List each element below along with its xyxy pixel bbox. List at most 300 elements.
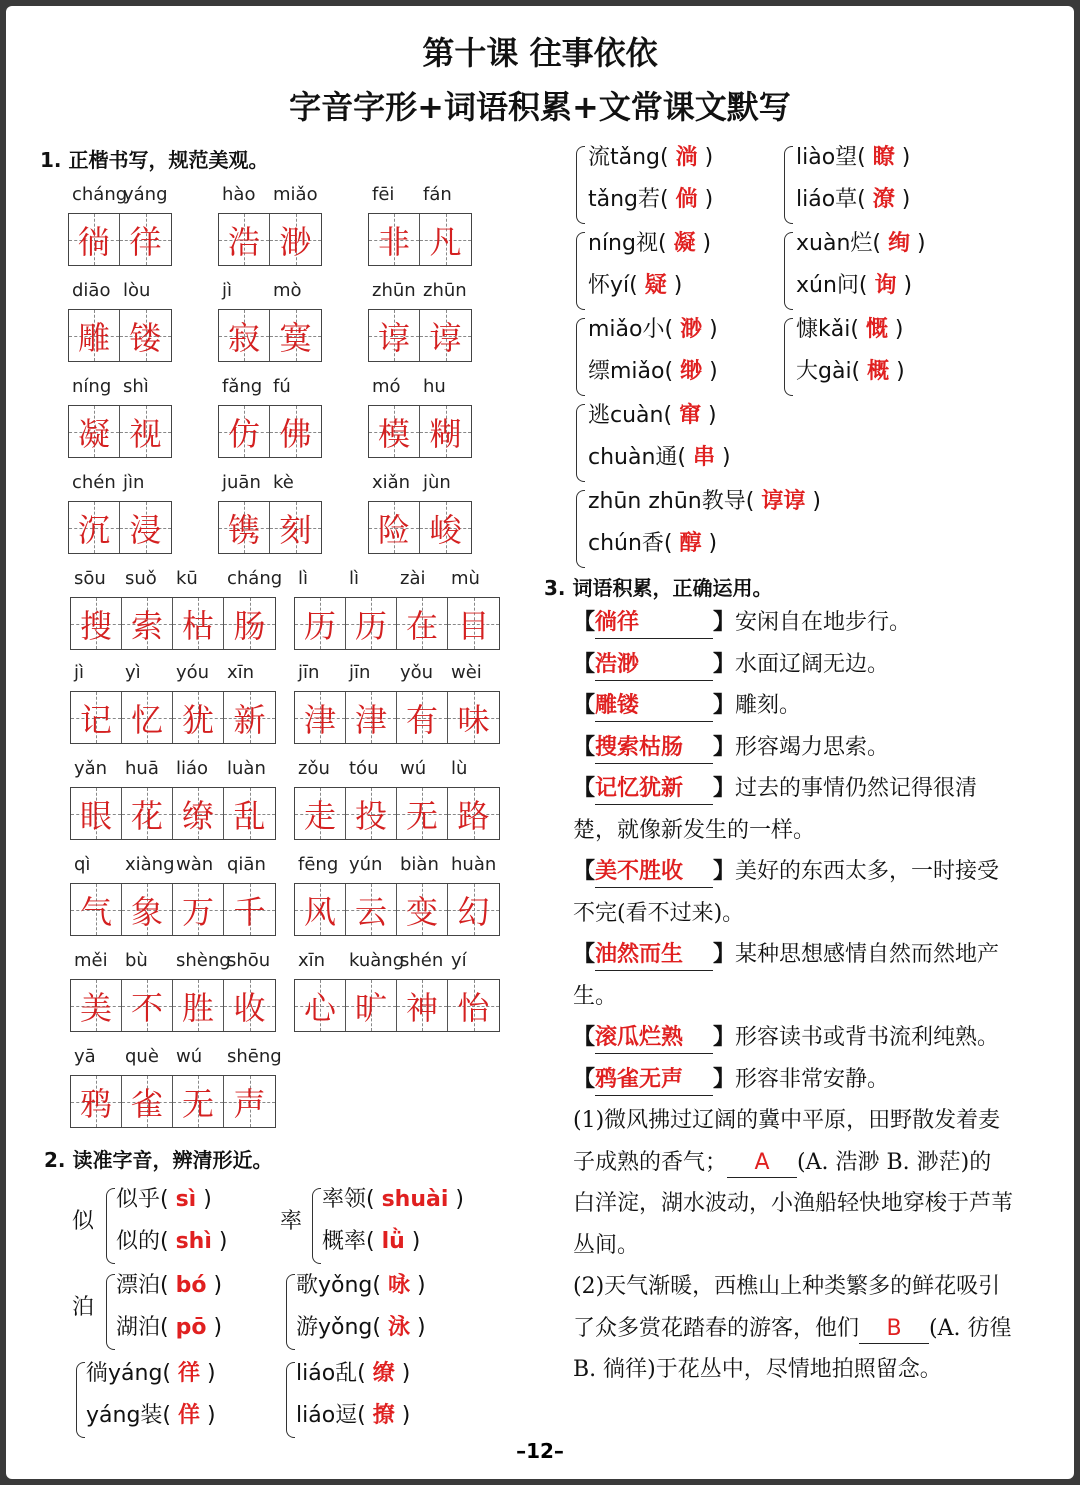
char-cell [120,310,171,361]
hanzi-answer: 走 [303,796,336,835]
pinyin-label: juān [222,472,261,493]
line-prefix: níng视( [588,231,674,256]
pinyin-label: yǎn [74,758,108,779]
char-pair-line [588,440,731,471]
line-answer: shì [175,1229,212,1254]
line-prefix: liáo草( [796,187,873,212]
char-cell [69,214,120,265]
line-suffix: ) [211,1229,228,1254]
pronunciation-line [322,1224,420,1255]
line-suffix: ) [702,359,718,384]
hanzi-answer: 眼 [79,796,112,835]
pinyin-label: zhūn [423,280,467,301]
line-suffix: ) [701,403,717,428]
hanzi-answer: 在 [405,606,438,645]
pronunciation-line [86,1356,216,1387]
char-cells [70,691,276,744]
char-cell [397,598,448,649]
line-prefix: xún问( [796,273,875,298]
line-answer: 渺 [680,317,703,342]
hanzi-answer: 峻 [429,510,462,549]
brace-icon [76,1362,85,1438]
hanzi-answer: 收 [233,988,266,1027]
line-suffix: ) [896,273,913,298]
hanzi-answer: 镂 [129,318,162,357]
pronunciation-line [296,1398,410,1429]
pinyin-label: wàn [176,854,214,875]
line-answer: 疑 [644,273,667,298]
line-suffix: ) [206,1273,223,1298]
bracket-close: 】 [713,650,736,677]
pinyin-label: diāo [72,280,111,301]
line-prefix: 游yǒng( [296,1315,388,1340]
pinyin-label: níng [72,376,112,397]
brace-icon [576,232,585,310]
char-cell [120,406,171,457]
hanzi-answer: 糊 [429,414,462,453]
line-answer: 凝 [673,231,696,256]
brace-icon [576,146,585,224]
line-suffix: ) [206,1315,223,1340]
char-cell [346,598,397,649]
char-cell [295,598,346,649]
char-pair-line [588,312,718,343]
hanzi-answer: 目 [457,606,490,645]
char-cell [120,502,171,553]
hanzi-answer: 无 [405,796,438,835]
char-cell [346,788,397,839]
question-text: (A. 浩渺 B. 渺茫)的白洋淀，湖水波动，小渔船轻快地穿梭于芦苇丛间。 [573,1149,1014,1258]
line-suffix: ) [394,1361,411,1386]
hanzi-answer: 谆 [377,318,410,357]
pinyin-label: jì [74,662,85,683]
pinyin-label: jìn [123,472,145,493]
char-cells [70,1075,276,1128]
pinyin-label: jīn [349,662,371,683]
pinyin-label: fán [423,184,452,205]
hanzi-answer: 险 [377,510,410,549]
line-suffix: ) [894,187,911,212]
char-cell [448,598,499,649]
char-cell [346,884,397,935]
char-cell [173,788,224,839]
line-answer: 慨 [865,317,888,342]
vocabulary-item [573,934,1013,1017]
line-prefix: 怀yí( [588,273,645,298]
pronunciation-line [296,1268,426,1299]
pinyin-label: lù [451,758,468,779]
char-cell [71,692,122,743]
vocabulary-answer: 徜徉 [595,608,713,639]
char-cells [70,787,276,840]
vocabulary-item [573,727,1013,769]
char-cell [122,884,173,935]
hanzi-answer: 路 [457,796,490,835]
pinyin-label: mò [273,280,302,301]
hanzi-answer: 历 [354,606,387,645]
char-cells [294,597,500,650]
char-cell [71,598,122,649]
pinyin-label: sōu [74,568,106,589]
hanzi-answer: 刻 [279,510,312,549]
line-answer: 醇 [679,531,702,556]
pinyin-label: yáng [123,184,168,205]
pronunciation-line [116,1268,222,1299]
pinyin-label: hu [423,376,446,397]
hanzi-answer: 云 [354,892,387,931]
char-cell [346,692,397,743]
char-cell [69,310,120,361]
brace-icon [576,490,585,568]
line-prefix: chuàn通( [588,445,693,470]
pinyin-label: biàn [400,854,439,875]
vocabulary-list [573,602,1013,1391]
line-answer: lǜ [381,1229,405,1254]
char-cell [224,884,275,935]
pinyin-label: liáo [176,758,209,779]
pronunciation-line [296,1310,426,1341]
bracket-close: 】 [713,775,736,801]
char-cell [420,310,471,361]
pinyin-label: jùn [423,472,451,493]
hanzi-answer: 非 [377,222,410,261]
char-cell [369,502,420,553]
pinyin-label: xīn [227,662,255,683]
line-prefix: miǎo小( [588,317,681,342]
bracket-open: 【 [573,650,596,677]
brace-icon [106,1188,115,1264]
hanzi-answer: 万 [181,892,214,931]
line-answer: 缈 [680,359,703,384]
vocabulary-item [573,768,1013,851]
pinyin-label: zǒu [298,758,330,779]
page-number: –12– [516,1439,564,1463]
line-answer: 询 [874,273,897,298]
vocabulary-definition: 安闲自在地步行。 [735,610,912,635]
char-cell [224,1076,275,1127]
pinyin-label: fēng [298,854,339,875]
char-cell [219,502,270,553]
line-prefix: 慷kǎi( [796,317,866,342]
line-prefix: 漂泊( [116,1273,176,1298]
vocabulary-definition: 水面辽阔无边。 [735,651,890,677]
char-cells [294,979,500,1032]
hanzi-answer: 声 [233,1084,266,1123]
bracket-open: 【 [573,941,596,967]
char-cells [218,309,322,362]
bracket-close: 】 [713,692,736,718]
char-cell [122,980,173,1031]
line-prefix: 徜yáng( [86,1361,178,1386]
pinyin-label: xiàng [125,854,175,875]
hanzi-answer: 索 [130,606,163,645]
pinyin-label: měi [74,950,108,971]
pinyin-label: fú [273,376,291,397]
section2-title: 2. 读准字音，辨清形近。 [44,1148,273,1172]
workbook-page [6,6,1074,1479]
hanzi-answer: 无 [181,1084,214,1123]
pinyin-label: shì [123,376,149,397]
char-cells [70,597,276,650]
brace-icon [286,1274,295,1350]
char-cells [294,691,500,744]
hanzi-answer: 寂 [227,318,260,357]
hanzi-answer: 旷 [354,988,387,1027]
line-suffix: ) [894,145,911,170]
pinyin-label: huàn [451,854,497,875]
bracket-close: 】 [713,1024,736,1050]
question-text: (2)天气渐暖，西樵山上种类繁多的鲜花吸引了众多赏花踏春的游客，他们 [573,1274,1001,1341]
line-suffix: ) [697,145,714,170]
bracket-close: 】 [713,1065,736,1092]
brace-icon [286,1362,295,1438]
pinyin-label: huā [125,758,159,779]
hanzi-answer: 谆 [429,318,462,357]
hanzi-answer: 犹 [181,700,214,739]
hanzi-answer: 历 [303,606,336,645]
char-pair-line [796,268,912,299]
brace-icon [576,318,585,396]
pinyin-label: yí [451,950,467,971]
pinyin-label: zài [400,568,426,589]
char-cell [369,214,420,265]
line-answer: 瞭 [872,145,895,170]
char-cell [224,598,275,649]
line-suffix: ) [200,1361,216,1386]
hanzi-answer: 雕 [77,318,110,357]
char-pair-line [588,398,717,429]
pinyin-label: bù [125,950,148,971]
hanzi-answer: 徜 [77,222,110,261]
pinyin-label: xiǎn [372,472,411,493]
char-cell [71,980,122,1031]
char-cell [448,788,499,839]
line-suffix: ) [695,231,712,256]
line-suffix: ) [702,317,718,342]
char-cell [122,598,173,649]
vocabulary-definition: 形容竭力思索。 [735,734,890,760]
line-prefix: 流tǎng( [588,145,676,170]
vocabulary-definition: 美好的东西太多，一时接受不完(看不过来)。 [573,859,1000,926]
line-prefix: yáng装( [86,1403,178,1428]
char-cell [270,406,321,457]
vocabulary-answer: 雕镂 [595,691,713,722]
char-cells [70,883,276,936]
char-cells [68,213,172,266]
bracket-open: 【 [573,775,596,801]
char-cell [448,980,499,1031]
hanzi-answer: 象 [130,892,163,931]
bracket-open: 【 [573,1024,596,1050]
pinyin-label: yǒu [400,662,434,683]
hanzi-answer: 肠 [233,606,266,645]
question-text: (1)微风拂过辽阔的冀中平原，田野散发着麦子成熟的香气； [573,1108,1001,1175]
group-side-char: 泊 [72,1295,95,1320]
vocabulary-item [573,685,1013,727]
line-suffix: ) [909,231,926,256]
line-suffix: ) [701,531,718,556]
line-prefix: chún香( [588,531,680,556]
char-cell [397,788,448,839]
char-pair-line [588,354,718,385]
vocabulary-item [573,644,1013,686]
bracket-open: 【 [573,1065,596,1092]
bracket-close: 】 [713,941,736,967]
fill-question-1 [573,1100,1013,1266]
line-answer: 串 [692,445,715,470]
vocabulary-answer: 油然而生 [595,940,713,971]
char-cell [122,692,173,743]
section1-title: 1. 正楷书写，规范美观。 [40,148,269,172]
pinyin-label: kè [273,472,294,493]
brace-icon [784,318,793,396]
line-answer: 咏 [387,1273,410,1298]
line-suffix: ) [409,1315,426,1340]
char-cells [218,213,322,266]
pinyin-label: shén [400,950,444,971]
hanzi-answer: 千 [233,892,266,931]
line-suffix: ) [805,489,821,514]
pinyin-label: jì [222,280,233,301]
char-cells [294,883,500,936]
char-cell [397,692,448,743]
hanzi-answer: 神 [405,988,438,1027]
hanzi-answer: 模 [377,414,410,453]
page-subtitle: 字音字形+词语积累+文常课文默写 [289,88,791,126]
line-answer: 淌 [675,145,698,170]
lesson-title: 第十课 往事依依 [422,34,658,72]
line-prefix: 缥miǎo( [588,359,681,384]
hanzi-answer: 花 [130,796,163,835]
bracket-open: 【 [573,858,596,884]
pinyin-label: wèi [451,662,482,683]
line-answer: 潦 [872,187,895,212]
group-side-char: 似 [72,1209,95,1234]
char-pair-line [588,484,821,515]
char-cell [224,692,275,743]
pinyin-label: suǒ [125,568,157,589]
bracket-open: 【 [573,609,596,635]
hanzi-answer: 雀 [130,1084,163,1123]
question-answer: A [727,1149,797,1178]
hanzi-answer: 气 [79,892,112,931]
pinyin-label: wú [400,758,427,779]
line-prefix: 歌yǒng( [296,1273,388,1298]
hanzi-answer: 佛 [279,414,312,453]
line-prefix: 大gài( [796,359,868,384]
pinyin-label: lì [349,568,360,589]
pinyin-label: wú [176,1046,203,1067]
char-cell [122,1076,173,1127]
char-pair-line [796,226,926,257]
char-cells [70,979,276,1032]
line-suffix: ) [887,317,904,342]
pinyin-label: fǎng [222,376,263,397]
char-cell [295,692,346,743]
hanzi-answer: 心 [303,988,336,1027]
pinyin-label: cháng [72,184,128,205]
line-answer: 泳 [387,1315,410,1340]
line-prefix: 率领( [322,1187,382,1212]
char-pair-line [588,268,682,299]
bracket-open: 【 [573,733,596,760]
hanzi-answer: 新 [233,700,266,739]
char-cell [219,214,270,265]
pinyin-label: lì [298,568,309,589]
line-suffix: ) [196,1187,212,1212]
char-cells [368,501,472,554]
hanzi-answer: 忆 [130,700,163,739]
char-cell [397,980,448,1031]
vocabulary-definition: 形容非常安静。 [735,1066,890,1092]
line-suffix: ) [409,1273,426,1298]
hanzi-answer: 不 [130,988,163,1027]
hanzi-answer: 镌 [227,510,260,549]
pinyin-label: chén [72,472,116,493]
char-cell [295,788,346,839]
hanzi-answer: 浸 [129,510,162,549]
fill-question-2 [573,1266,1013,1391]
line-prefix: 湖泊( [116,1315,176,1340]
line-answer: 倘 [675,187,698,212]
pinyin-label: luàn [227,758,266,779]
hanzi-answer: 乱 [233,796,266,835]
char-cell [369,310,420,361]
char-pair-line [588,182,713,213]
hanzi-answer: 投 [354,796,387,835]
pinyin-label: shōu [227,950,271,971]
char-cell [346,980,397,1031]
char-cell [122,788,173,839]
hanzi-answer: 风 [303,892,336,931]
char-cells [368,213,472,266]
hanzi-answer: 胜 [181,988,214,1027]
pronunciation-line [296,1356,410,1387]
char-cell [71,884,122,935]
line-answer: 缭 [372,1361,395,1386]
hanzi-answer: 浩 [227,222,260,261]
vocabulary-definition: 雕刻。 [735,693,802,718]
line-prefix: liào望( [796,145,873,170]
line-suffix: ) [200,1403,216,1428]
char-cell [173,1076,224,1127]
char-cell [219,406,270,457]
pinyin-label: què [125,1046,159,1067]
line-answer: shuài [381,1187,449,1212]
pinyin-label: kū [176,568,198,589]
char-cell [295,884,346,935]
char-cells [68,309,172,362]
brace-icon [576,404,585,482]
section3-title: 3. 词语积累，正确运用。 [544,576,773,600]
hanzi-answer: 津 [354,700,387,739]
char-cell [420,502,471,553]
line-prefix: liáo乱( [296,1361,373,1386]
line-prefix: liáo逗( [296,1403,373,1428]
char-cells [68,405,172,458]
line-suffix: ) [889,359,905,384]
hanzi-answer: 缭 [181,796,214,835]
char-cell [420,214,471,265]
hanzi-answer: 仿 [227,414,260,453]
line-answer: 撩 [372,1403,395,1428]
char-pair-line [796,140,910,171]
bracket-close: 】 [713,733,736,760]
char-cell [270,502,321,553]
hanzi-answer: 味 [457,700,490,739]
line-prefix: 似乎( [116,1187,176,1212]
char-pair-line [796,312,904,343]
